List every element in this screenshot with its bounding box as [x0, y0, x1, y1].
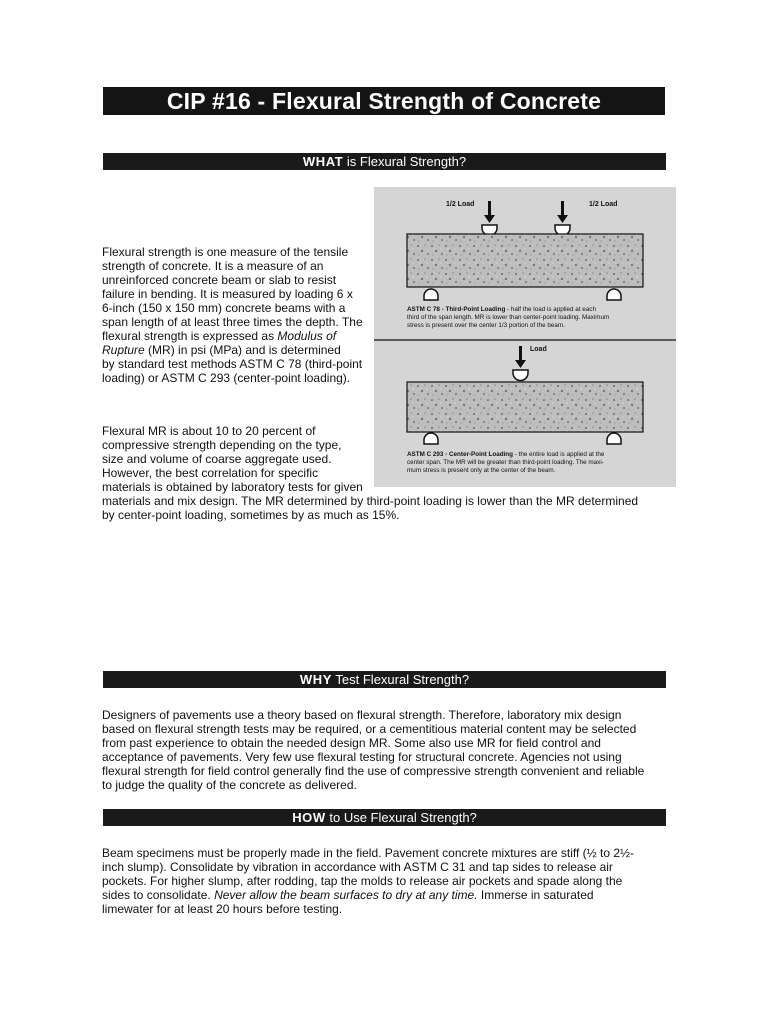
text-line: Flexural MR is about 10 to 20 percent of: [102, 424, 316, 438]
text-line: flexural strength is expressed as: [102, 329, 278, 343]
what-paragraph-1: [102, 245, 377, 385]
caption-third-point: [407, 306, 596, 313]
section-title: to Use Flexural Strength?: [325, 810, 477, 825]
section-keyword: WHAT: [302, 154, 344, 169]
text-line: loading) or ASTM C 293 (center-point loading).: [102, 371, 351, 385]
text-line: However, the best correlation for specific: [102, 466, 319, 480]
document-title: CIP #16 - Flexural Strength of Concrete: [103, 87, 665, 115]
load-arrow-icon: [484, 201, 495, 223]
text-line: pockets. For higher slump, after rodding, tap the molds to release air pockets and spade along the: [102, 874, 623, 888]
text-line: by center-point loading, sometimes by as much as 15%.: [102, 508, 400, 522]
text-line: flexural strength for field control generally find the use of compressive strength convenient and reliable: [102, 764, 645, 778]
load-label-center: Load: [530, 346, 547, 353]
text-line: by standard test methods ASTM C 78 (third-point: [102, 357, 363, 371]
text-line: failure in bending. It is measured by loading 6 x: [102, 287, 353, 301]
section-title: is Flexural Strength?: [343, 154, 467, 169]
section-header-why: [103, 671, 666, 688]
text-line: strength of concrete. It is a measure of an: [102, 259, 324, 273]
section-header-what: [103, 153, 666, 170]
text-line: Designers of pavements use a theory based on flexural strength. Therefore, laboratory mix design: [102, 708, 622, 722]
support-icon: [424, 433, 438, 444]
load-label-left: 1/2 Load: [446, 201, 475, 208]
text-line: from past experience to obtain the needed design MR. Some also use MR for field control and: [102, 736, 601, 750]
concrete-beam: [407, 234, 643, 287]
text-line: compressive strength depending on the type,: [102, 438, 342, 452]
text-line: materials is obtained by laboratory tests for given: [102, 480, 363, 494]
section-header-how: [103, 809, 666, 826]
text-line: Beam specimens must be properly made in the field. Pavement concrete mixtures are stiff (½ to 2½-: [102, 846, 635, 860]
text-line: acceptance of pavements. Very few use flexural testing for structural concrete. Agencies not using: [102, 750, 622, 764]
text-line: 6-inch (150 x 150 mm) concrete beams with a: [102, 301, 346, 315]
text-line: unreinforced concrete beam or slab to resist: [102, 273, 337, 287]
load-block-icon: [513, 370, 528, 381]
caption-bold: ASTM C 293 - Center-Point Loading: [407, 451, 514, 458]
why-paragraph: [102, 708, 677, 792]
caption-line: mum stress is present only at the center of the beam.: [407, 467, 556, 474]
italic-term: Rupture: [102, 343, 145, 357]
text-line: Immerse in saturated: [477, 888, 594, 902]
section-keyword: HOW: [292, 810, 326, 825]
text-line: sides to consolidate.: [102, 888, 215, 902]
text-line: materials and mix design. The MR determined by third-point loading is lower than the MR determined: [102, 494, 639, 508]
text-line: size and volume of coarse aggregate used.: [102, 452, 332, 466]
text-line: span length of at least three times the depth. The: [102, 315, 363, 329]
text-line: based on flexural strength tests may be required, or a cementitious material content may be selected: [102, 722, 637, 736]
load-arrow-icon: [557, 201, 568, 223]
italic-warning: Never allow the beam surfaces to dry at any time.: [214, 888, 478, 902]
caption-center-point: [407, 451, 605, 458]
caption-line: center span. The MR will be greater than third-point loading. The maxi-: [407, 459, 604, 466]
section-keyword: WHY: [299, 672, 333, 687]
load-label-right: 1/2 Load: [589, 201, 618, 208]
caption-line: third of the span length. MR is lower than center-point loading. Maximum: [407, 314, 610, 321]
text-line: inch slump). Consolidate by vibration in accordance with ASTM C 31 and tap sides to release air: [102, 860, 613, 874]
load-arrow-icon: [515, 346, 526, 368]
concrete-beam: [407, 382, 643, 432]
support-icon: [607, 289, 621, 300]
caption-bold: ASTM C 78 - Third-Point Loading: [407, 306, 506, 313]
italic-term: Modulus of: [277, 329, 337, 343]
text-line: (MR) in psi (MPa) and is determined: [144, 343, 341, 357]
beam-loading-figure: [374, 187, 676, 487]
text-line: Flexural strength is one measure of the tensile: [102, 245, 349, 259]
support-icon: [424, 289, 438, 300]
section-title: Test Flexural Strength?: [332, 672, 470, 687]
how-paragraph: [102, 846, 677, 916]
support-icon: [607, 433, 621, 444]
caption-text: - the entire load is applied at the: [513, 451, 605, 458]
caption-line: stress is present over the center 1/3 portion of the beam.: [407, 322, 565, 329]
text-line: limewater for at least 20 hours before testing.: [102, 902, 343, 916]
caption-text: - half the load is applied at each: [505, 306, 596, 313]
beam-diagram: [374, 187, 676, 487]
text-line: to judge the quality of the concrete as delivered.: [102, 778, 357, 792]
